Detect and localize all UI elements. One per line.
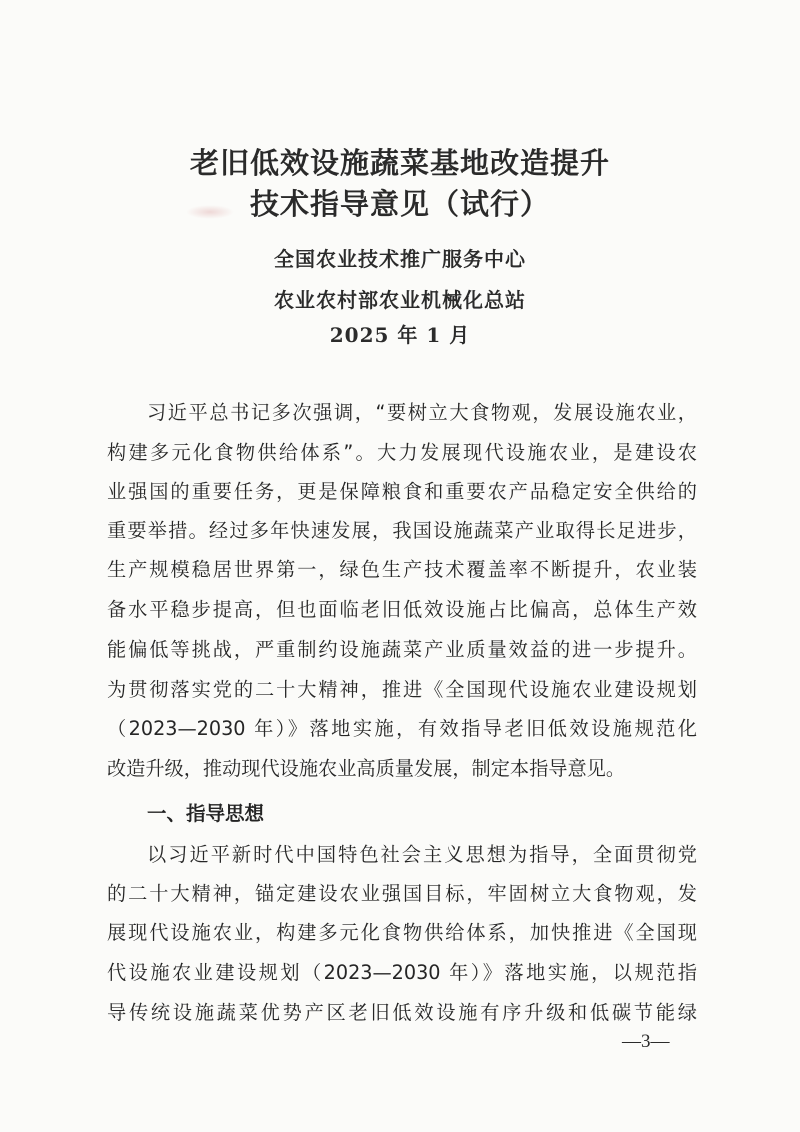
section-1-heading: 一、指导思想 — [147, 802, 265, 825]
issuer-1: 全国农业技术推广服务中心 — [274, 247, 526, 271]
intro-line-6: 备水平稳步提高，但也面临老旧低效设施占比偏高，总体生产效 — [107, 598, 697, 621]
intro-line-1: 习近平总书记多次强调，“要树立大食物观，发展设施农业， — [147, 401, 697, 424]
section-1-line-4: 代设施农业建设规划（2023—2030 年）》落地实施，以规范指 — [107, 961, 697, 984]
intro-line-9: （2023—2030 年）》落地实施，有效指导老旧低效设施规范化 — [107, 717, 697, 740]
issue-date: 2025 年 1 月 — [329, 323, 471, 347]
document-title-line-2: 技术指导意见（试行） — [249, 187, 550, 221]
section-1-line-1: 以习近平新时代中国特色社会主义思想为指导，全面贯彻党 — [147, 843, 697, 866]
intro-line-2: 构建多元化食物供给体系”。大力发展现代设施农业，是建设农 — [107, 441, 697, 464]
intro-line-8: 为贯彻落实党的二十大精神，推进《全国现代设施农业建设规划 — [107, 678, 697, 701]
document-title-line-1: 老旧低效设施蔬菜基地改造提升 — [189, 146, 610, 180]
intro-line-7: 能偏低等挑战，严重制约设施蔬菜产业质量效益的进一步提升。 — [107, 638, 697, 661]
intro-line-5: 生产规模稳居世界第一，绿色生产技术覆盖率不断提升，农业装 — [107, 558, 697, 581]
section-1-line-3: 展现代设施农业，构建多元化食物供给体系，加快推进《全国现 — [107, 921, 697, 944]
section-1-line-2: 的二十大精神，锚定建设农业强国目标，牢固树立大食物观，发 — [107, 882, 697, 905]
page-number: —3— — [622, 1031, 670, 1052]
intro-line-10: 改造升级，推动现代设施农业高质量发展，制定本指导意见。 — [107, 757, 626, 780]
issuer-2: 农业农村部农业机械化总站 — [274, 288, 526, 312]
intro-line-3: 业强国的重要任务，更是保障粮食和重要农产品稳定安全供给的 — [107, 480, 697, 503]
intro-line-4: 重要举措。经过多年快速发展，我国设施蔬菜产业取得长足进步， — [107, 519, 697, 542]
section-1-line-5: 导传统设施蔬菜优势产区老旧低效设施有序升级和低碳节能绿 — [107, 1001, 697, 1024]
